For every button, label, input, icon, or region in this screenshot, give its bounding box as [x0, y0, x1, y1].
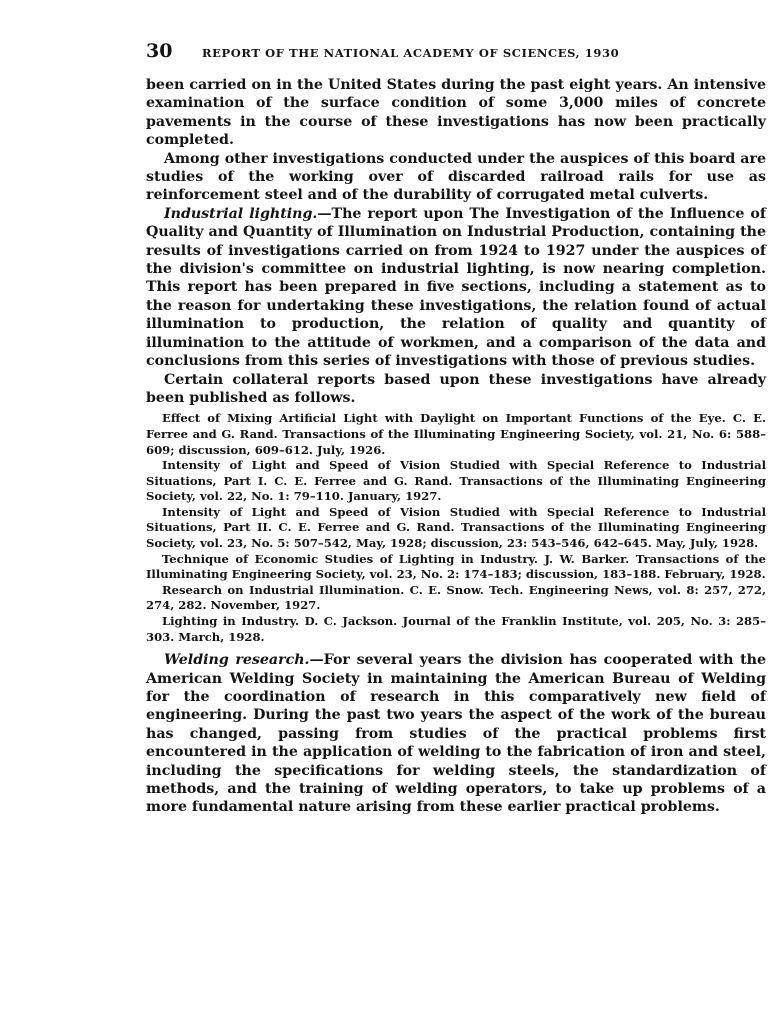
paragraph-industrial-lighting-text: —The report upon The Investigation of the Influence of Quality and Quantity of Illumination on Industrial Production, containing the results of investigations carried on from 1924 to 1927 under the auspices of the division's committee on industrial lighting, is now nearing completion. This report has been prepared in five sections, including a statement as to the reason for undertaking these investigations, the relation found of actual illumination to production, the relation of quality and quantity of illumination to the attitude of workmen, and a comparison of the data and conclusions from this series of investigations with those of previous studies.	[146, 205, 766, 370]
section-heading-industrial-lighting: Industrial lighting.	[164, 205, 318, 222]
running-title: REPORT OF THE NATIONAL ACADEMY OF SCIENCES, 1930	[202, 46, 620, 60]
paragraph-industrial-lighting	[146, 205, 766, 371]
page-header	[146, 40, 766, 70]
reference-item: Intensity of Light and Speed of Vision Studied with Special Reference to Industrial Situations, Part I. C. E. Ferree and G. Rand. Transactions of the Illuminating Engineering Society, vol. 22, No. 1: 79–110. January, 1927.	[146, 458, 766, 504]
reference-item: Research on Industrial Illumination. C. E. Snow. Tech. Engineering News, vol. 8: 257, 272, 274, 282. November, 1927.	[146, 582, 766, 613]
page-number: 30	[146, 40, 173, 62]
document-page	[146, 40, 766, 817]
paragraph-collateral-reports: Certain collateral reports based upon these investigations have already been published as follows.	[146, 371, 766, 406]
paragraph-board-investigations: Among other investigations conducted under the auspices of this board are studies of the working over of discarded railroad rails for use as reinforcement steel and of the durability of corrugated metal culverts.	[146, 150, 766, 204]
reference-item: Lighting in Industry. D. C. Jackson. Journal of the Franklin Institute, vol. 205, No. 3: 285–303. March, 1928.	[146, 614, 766, 644]
paragraph-welding-research-text: —For several years the division has cooperated with the American Welding Society in maintaining the American Bureau of Welding for the coordination of research in this comparatively new field of engineering. During the past two years the aspect of the work of the bureau has changed, passing from studies of the practical problems first encountered in the application of welding to the fabrication of iron and steel, including the specifications for welding steels, the standardization of methods, and the training of welding operators, to take up problems of a more fundamental nature arising from these earlier practical problems.	[146, 652, 766, 816]
reference-item: Intensity of Light and Speed of Vision Studied with Special Reference to Industrial Situations, Part II. C. E. Ferree and G. Rand. Transactions of the Illuminating Engineering Society, vol. 23, No. 5: 507–542, May, 1928; discussion, 23: 543–546, 642–645. May, July, 1928.	[146, 504, 766, 551]
paragraph-welding-research	[146, 651, 766, 817]
reference-list	[146, 411, 766, 645]
reference-item: Technique of Economic Studies of Lighting in Industry. J. W. Barker. Transactions of the Illuminating Engineering Society, vol. 23, No. 2: 174–183; discussion, 183–188. February, 1928.	[146, 551, 766, 582]
section-heading-welding-research: Welding research.	[164, 652, 310, 669]
paragraph-continuation: been carried on in the United States during the past eight years. An intensive examination of the surface condition of some 3,000 miles of concrete pavements in the course of these investigations has now been practically completed.	[146, 77, 766, 149]
reference-item: Effect of Mixing Artificial Light with Daylight on Important Functions of the Eye. C. E. Ferree and G. Rand. Transactions of the Illuminating Engineering Society, vol. 21, No. 6: 588–609; discussion, 609–612. July, 1926.	[146, 411, 766, 457]
